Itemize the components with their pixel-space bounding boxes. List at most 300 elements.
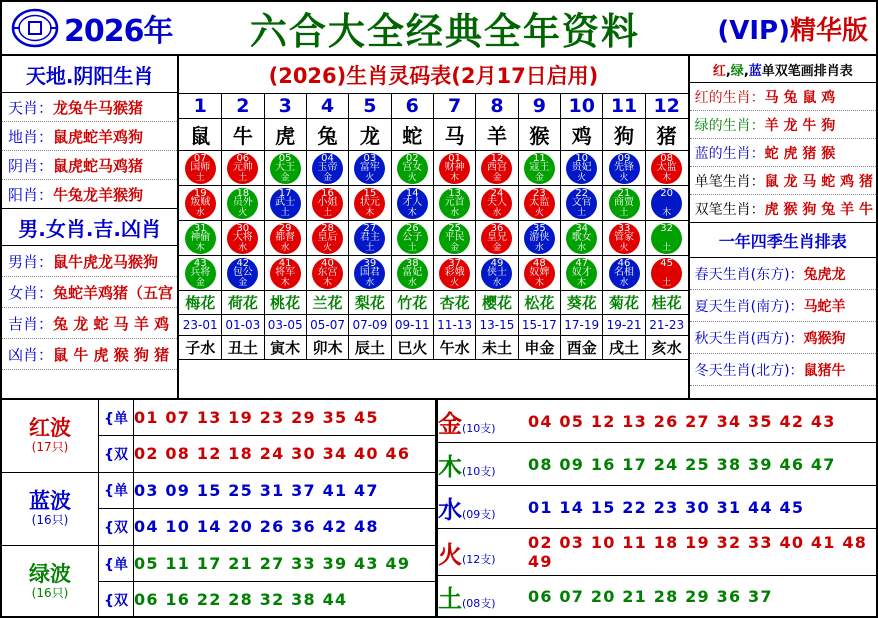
zodiac-number-cell: 11	[603, 94, 645, 119]
left-row2-key: 女肖：	[8, 284, 54, 302]
ball-element: 金	[450, 242, 460, 253]
element-count: (09支)	[462, 507, 496, 521]
ball-name: 西宫	[486, 161, 507, 173]
ball-number: 30	[236, 222, 250, 234]
ball-element: 木	[195, 242, 205, 253]
left-row	[2, 180, 177, 209]
zodiac-animal-cell: 羊	[476, 119, 518, 151]
ball-name: 太监	[529, 196, 550, 208]
zodiac-date-cell: 03-05	[264, 315, 306, 336]
wave-odd-tag: {单	[99, 545, 134, 582]
number-ball[interactable]	[227, 153, 258, 184]
number-ball[interactable]	[651, 223, 682, 254]
zodiac-ball-cell[interactable]	[222, 221, 264, 256]
table-row	[2, 472, 436, 509]
ball-name: 君主	[359, 231, 380, 243]
table-row	[438, 529, 876, 576]
ball-number: 45	[660, 257, 674, 269]
zodiac-ganzhi-cell: 辰土	[349, 336, 391, 360]
zodiac-date-cell: 23-01	[179, 315, 221, 336]
element-table	[438, 400, 876, 618]
zodiac-ball-cell[interactable]	[349, 221, 391, 256]
number-ball[interactable]	[397, 188, 428, 219]
ball-number: 29	[278, 222, 292, 234]
wave-name-cell	[2, 472, 99, 545]
ball-number: 39	[363, 257, 377, 269]
wave-count: (16只)	[31, 585, 69, 600]
table-row	[438, 400, 876, 443]
ball-element: 水	[492, 207, 502, 218]
number-ball[interactable]	[566, 258, 597, 289]
element-count: (12支)	[462, 552, 496, 566]
wave-table	[2, 400, 436, 618]
left-row	[2, 151, 177, 180]
ball-element: 火	[450, 277, 460, 288]
number-ball[interactable]	[566, 188, 597, 219]
number-ball[interactable]	[227, 188, 258, 219]
right-row-value: 虎 猴 狗 兔 羊 牛	[764, 202, 873, 218]
ball-name: 宫女	[402, 161, 423, 173]
year-label: 2026年	[64, 14, 173, 49]
title-part-rest: 单双笔画排肖表	[761, 64, 853, 79]
ball-number: 06	[236, 152, 250, 164]
zodiac-number-cell: 3	[264, 94, 306, 119]
page-title: 六合大全经典全年资料	[249, 10, 640, 53]
zodiac-animal-cell: 猪	[645, 119, 687, 151]
zodiac-ball-cell[interactable]	[306, 256, 348, 291]
number-ball[interactable]	[270, 223, 301, 254]
season-value: 鼠猪牛	[803, 363, 846, 379]
zodiac-ball-cell[interactable]	[222, 151, 264, 186]
zodiac-number-cell: 2	[222, 94, 264, 119]
number-ball[interactable]	[312, 188, 343, 219]
left-row2	[2, 277, 177, 308]
ball-name: 国师	[190, 161, 211, 173]
element-numbers: 08 09 16 17 24 25 38 39 46 47	[528, 443, 876, 486]
element-name: 金	[438, 409, 462, 438]
season-row	[690, 322, 876, 354]
element-count: (10支)	[462, 421, 496, 435]
element-numbers: 02 03 10 11 18 19 32 33 40 41 48 49	[528, 529, 876, 576]
zodiac-ball-cell[interactable]	[391, 151, 433, 186]
coin-logo-icon	[8, 8, 62, 48]
ball-name: 国君	[359, 266, 380, 278]
ball-name: 贵妃	[571, 161, 592, 173]
ball-element: 水	[238, 242, 248, 253]
wave-even-tag: {双	[99, 509, 134, 546]
ball-name: 奴婢	[529, 266, 550, 278]
right-row-key: 单笔生肖：	[694, 174, 765, 190]
zodiac-ball-cell[interactable]	[179, 186, 221, 221]
number-ball[interactable]	[439, 223, 470, 254]
ball-name: 神偷	[190, 231, 211, 243]
ball-name: 公子	[402, 231, 423, 243]
element-name-cell	[438, 486, 528, 529]
number-ball[interactable]	[651, 258, 682, 289]
left-row2	[2, 339, 177, 370]
ball-name: 大将	[232, 231, 253, 243]
ball-number: 15	[363, 187, 377, 199]
ball-name: 富妃	[402, 266, 423, 278]
left-row2-key: 男肖：	[8, 253, 54, 271]
zodiac-panel	[179, 56, 689, 398]
ball-element: 火	[534, 207, 544, 218]
ball-name: 小姐	[317, 196, 338, 208]
zodiac-ball-cell[interactable]	[222, 256, 264, 291]
left-panel-title-2: 男.女肖.吉.凶肖	[2, 209, 177, 246]
ball-element: 木	[662, 207, 672, 218]
season-row	[690, 258, 876, 290]
zodiac-flower-cell: 梅花	[179, 291, 221, 315]
number-ball[interactable]	[609, 188, 640, 219]
number-ball[interactable]	[439, 258, 470, 289]
ball-element: 水	[577, 242, 587, 253]
zodiac-ball-cell[interactable]	[476, 256, 518, 291]
number-ball[interactable]	[397, 258, 428, 289]
ball-name: 员外	[232, 196, 253, 208]
wave-even-tag: {双	[99, 436, 134, 473]
zodiac-ball-cell[interactable]	[645, 256, 687, 291]
number-ball[interactable]	[439, 153, 470, 184]
table-row	[438, 486, 876, 529]
number-ball[interactable]	[227, 258, 258, 289]
zodiac-flower-cell: 杏花	[433, 291, 475, 315]
number-ball[interactable]	[354, 223, 385, 254]
number-ball[interactable]	[439, 188, 470, 219]
zodiac-ball-cell[interactable]	[179, 256, 221, 291]
zodiac-ball-cell[interactable]	[561, 151, 603, 186]
ball-element: 金	[195, 277, 205, 288]
season-key: 夏天生肖(南方)：	[694, 299, 804, 315]
number-ball[interactable]	[481, 258, 512, 289]
number-ball[interactable]	[312, 153, 343, 184]
zodiac-ball-row-3	[179, 221, 687, 256]
ball-number: 48	[532, 257, 546, 269]
ball-element: 土	[407, 242, 417, 253]
zodiac-ball-cell[interactable]	[476, 186, 518, 221]
wave-even-numbers: 04 10 14 20 26 36 42 48	[134, 509, 436, 546]
number-ball[interactable]	[524, 223, 555, 254]
ball-number: 12	[490, 152, 504, 164]
ball-element: 金	[238, 277, 248, 288]
zodiac-date-cell: 13-15	[476, 315, 518, 336]
number-ball[interactable]	[609, 153, 640, 184]
zodiac-ball-cell[interactable]	[561, 186, 603, 221]
number-ball[interactable]	[481, 223, 512, 254]
ball-element: 水	[365, 277, 375, 288]
zodiac-ganzhi-row	[179, 336, 687, 360]
zodiac-ball-row-4	[179, 256, 687, 291]
ball-number: 27	[363, 222, 377, 234]
season-value: 鸡猴狗	[803, 331, 846, 347]
left-row2-key: 凶肖：	[8, 346, 54, 364]
number-ball[interactable]	[185, 223, 216, 254]
number-ball[interactable]	[185, 188, 216, 219]
number-ball[interactable]	[354, 188, 385, 219]
element-name: 水	[438, 495, 462, 524]
zodiac-ball-row-2	[179, 186, 687, 221]
ball-element: 土	[662, 277, 672, 288]
zodiac-ball-cell[interactable]	[518, 151, 560, 186]
zodiac-ball-cell[interactable]	[349, 256, 391, 291]
ball-number: 10	[575, 152, 589, 164]
number-ball[interactable]	[270, 188, 301, 219]
number-ball[interactable]	[354, 258, 385, 289]
zodiac-flower-cell: 竹花	[391, 291, 433, 315]
ball-number: 37	[448, 257, 461, 269]
right-panel-title: 红,绿,蓝单双笔画排肖表	[690, 56, 876, 83]
right-row-value: 羊 龙 牛 狗	[764, 118, 836, 134]
ball-number: 36	[490, 222, 504, 234]
ball-element: 土	[662, 242, 672, 253]
number-ball[interactable]	[397, 223, 428, 254]
zodiac-date-cell: 19-21	[603, 315, 645, 336]
ball-name: 文官	[571, 196, 592, 208]
left-row2-value: 兔 龙 蛇 马 羊 鸡	[53, 315, 170, 333]
ball-name: 先锋	[614, 161, 635, 173]
zodiac-flower-row	[179, 291, 687, 315]
zodiac-ball-cell[interactable]	[391, 221, 433, 256]
zodiac-ball-cell[interactable]	[349, 151, 391, 186]
zodiac-ball-cell[interactable]	[518, 256, 560, 291]
right-row	[690, 139, 876, 167]
zodiac-flower-cell: 松花	[518, 291, 560, 315]
ball-name: 都督	[275, 231, 296, 243]
ball-element: 火	[323, 242, 333, 253]
right-row-value: 马 兔 鼠 鸡	[764, 90, 836, 106]
zodiac-ganzhi-cell: 丑土	[222, 336, 264, 360]
number-ball[interactable]	[481, 153, 512, 184]
zodiac-ball-cell[interactable]	[433, 186, 475, 221]
ball-name: 武士	[275, 196, 296, 208]
zodiac-animal-cell: 狗	[603, 119, 645, 151]
page-footer	[2, 400, 876, 618]
number-ball[interactable]	[524, 153, 555, 184]
right-row	[690, 167, 876, 195]
zodiac-animal-cell: 猴	[518, 119, 560, 151]
element-count: (08支)	[462, 597, 496, 611]
zodiac-ball-cell[interactable]	[433, 151, 475, 186]
zodiac-ball-cell[interactable]	[603, 151, 645, 186]
wave-name-cell	[2, 400, 99, 472]
zodiac-ball-cell[interactable]	[306, 221, 348, 256]
left-panel	[2, 56, 179, 398]
ball-number: 33	[617, 222, 631, 234]
zodiac-ball-cell[interactable]	[222, 186, 264, 221]
zodiac-ball-cell[interactable]	[645, 186, 687, 221]
number-ball[interactable]	[185, 153, 216, 184]
ball-element: 火	[619, 172, 629, 183]
ball-number: 25	[448, 222, 461, 234]
wave-name: 红波	[29, 416, 71, 441]
wave-name-cell	[2, 545, 99, 617]
zodiac-ganzhi-cell: 未土	[476, 336, 518, 360]
ball-element: 土	[238, 172, 248, 183]
number-ball[interactable]	[651, 153, 682, 184]
right-row	[690, 83, 876, 111]
ball-number: 24	[490, 187, 504, 199]
zodiac-ball-cell[interactable]	[645, 221, 687, 256]
ball-number: 18	[236, 187, 250, 199]
ball-element: 水	[534, 242, 544, 253]
number-ball[interactable]	[354, 153, 385, 184]
number-ball[interactable]	[566, 153, 597, 184]
zodiac-ball-cell[interactable]	[264, 221, 306, 256]
left-row-key: 阴肖：	[8, 157, 54, 175]
ball-name: 皇后	[317, 231, 338, 243]
right-panel	[690, 56, 876, 398]
zodiac-ball-cell[interactable]	[349, 186, 391, 221]
ball-number: 49	[490, 257, 504, 269]
zodiac-ball-cell[interactable]	[179, 151, 221, 186]
zodiac-ball-cell[interactable]	[518, 221, 560, 256]
zodiac-ball-cell[interactable]	[433, 256, 475, 291]
zodiac-ball-cell[interactable]	[264, 186, 306, 221]
element-name-cell	[438, 443, 528, 486]
ball-number: 31	[193, 222, 207, 234]
table-row	[438, 443, 876, 486]
ball-name: 兵将	[190, 266, 211, 278]
zodiac-ball-cell[interactable]	[561, 221, 603, 256]
zodiac-ball-cell[interactable]	[179, 221, 221, 256]
number-ball[interactable]	[481, 188, 512, 219]
zodiac-ball-cell[interactable]	[391, 186, 433, 221]
number-ball[interactable]	[566, 223, 597, 254]
wave-name: 蓝波	[29, 489, 71, 514]
number-ball[interactable]	[312, 223, 343, 254]
number-ball[interactable]	[185, 258, 216, 289]
number-ball[interactable]	[524, 188, 555, 219]
ball-element: 水	[492, 277, 502, 288]
number-ball[interactable]	[270, 258, 301, 289]
page-body	[2, 56, 876, 400]
wave-odd-tag: {单	[99, 400, 134, 436]
zodiac-date-row	[179, 315, 687, 336]
zodiac-ball-cell[interactable]	[603, 256, 645, 291]
number-ball[interactable]	[312, 258, 343, 289]
left-panel-title: 天地.阴阳生肖	[2, 56, 177, 93]
zodiac-ball-cell[interactable]	[561, 256, 603, 291]
ball-name: 夫人	[486, 196, 507, 208]
zodiac-animal-cell: 虎	[264, 119, 306, 151]
right-row-key: 蓝的生肖：	[694, 146, 765, 162]
zodiac-ball-cell[interactable]	[391, 256, 433, 291]
wave-odd-numbers: 03 09 15 25 31 37 41 47	[134, 472, 436, 509]
left-row2-value: 兔蛇羊鸡猪（五宫	[53, 284, 174, 302]
zodiac-ganzhi-cell: 巳火	[391, 336, 433, 360]
ball-name: 平民	[444, 231, 465, 243]
ball-number: 21	[617, 187, 631, 199]
zodiac-flower-cell: 桃花	[264, 291, 306, 315]
ball-number: 08	[660, 152, 674, 164]
vip-suffix: 精华版	[789, 15, 868, 46]
zodiac-ball-cell[interactable]	[306, 186, 348, 221]
ball-number: 41	[278, 257, 292, 269]
ball-element: 木	[365, 207, 375, 218]
wave-odd-numbers: 05 11 17 21 27 33 39 43 49	[134, 545, 436, 582]
ball-number: 42	[236, 257, 250, 269]
zodiac-number-row	[179, 94, 687, 119]
ball-number: 35	[532, 222, 546, 234]
vip-badge	[717, 10, 868, 47]
ball-name: 大王	[275, 161, 296, 173]
ball-element: 土	[577, 207, 587, 218]
zodiac-ball-cell[interactable]	[476, 221, 518, 256]
zodiac-ball-cell[interactable]	[518, 186, 560, 221]
left-row2	[2, 246, 177, 277]
zodiac-ball-cell[interactable]	[645, 151, 687, 186]
ball-element: 火	[577, 172, 587, 183]
ball-name: 寇王	[529, 161, 550, 173]
ball-element: 木	[280, 277, 290, 288]
zodiac-ball-cell[interactable]	[264, 151, 306, 186]
element-count: (10支)	[462, 464, 496, 478]
table-row	[2, 545, 436, 582]
number-ball[interactable]	[651, 188, 682, 219]
season-title: 一年四季生肖排表	[690, 223, 876, 258]
season-row	[690, 354, 876, 386]
number-ball[interactable]	[609, 258, 640, 289]
ball-element: 水	[195, 207, 205, 218]
ball-element: 木	[662, 172, 672, 183]
ball-element: 土	[619, 207, 629, 218]
zodiac-ball-cell[interactable]	[603, 186, 645, 221]
ball-name: 商贾	[614, 196, 635, 208]
ball-element: 土	[365, 242, 375, 253]
ball-number: 05	[278, 152, 292, 164]
ball-number: 28	[321, 222, 334, 234]
zodiac-number-cell: 7	[433, 94, 475, 119]
number-ball[interactable]	[270, 153, 301, 184]
zodiac-date-cell: 15-17	[518, 315, 560, 336]
ball-element: 木	[450, 172, 460, 183]
zodiac-flower-cell: 菊花	[603, 291, 645, 315]
ball-element: 金	[534, 172, 544, 183]
ball-name: 东宫	[317, 266, 338, 278]
number-ball[interactable]	[397, 153, 428, 184]
page-header	[2, 2, 876, 56]
zodiac-table-title: (2026)生肖灵码表(2月17日启用)	[179, 56, 687, 94]
ball-number: 07	[193, 152, 207, 164]
ball-number: 20	[660, 187, 674, 199]
ball-number: 38	[405, 257, 419, 269]
ball-element: 木	[534, 277, 544, 288]
element-name-cell	[438, 529, 528, 576]
wave-odd-numbers: 01 07 13 19 23 29 35 45	[134, 400, 436, 436]
number-ball[interactable]	[227, 223, 258, 254]
element-name-cell	[438, 400, 528, 443]
ball-name: 包公	[232, 266, 253, 278]
element-name: 火	[438, 540, 462, 569]
zodiac-ball-cell[interactable]	[264, 256, 306, 291]
zodiac-ball-cell[interactable]	[433, 221, 475, 256]
zodiac-animal-cell: 鸡	[561, 119, 603, 151]
ball-name: 歌女	[571, 231, 592, 243]
zodiac-ball-cell[interactable]	[476, 151, 518, 186]
zodiac-ball-cell[interactable]	[306, 151, 348, 186]
number-ball[interactable]	[609, 223, 640, 254]
number-ball[interactable]	[524, 258, 555, 289]
wave-panel	[2, 400, 438, 618]
right-row-value: 鼠 龙 马 蛇 鸡 猪	[764, 174, 873, 190]
ball-name: 皇兄	[486, 231, 507, 243]
left-row-key: 地肖：	[8, 128, 54, 146]
zodiac-number-cell: 8	[476, 94, 518, 119]
left-row2-value: 鼠牛虎龙马猴狗	[53, 253, 159, 271]
ball-name: 将军	[275, 266, 296, 278]
zodiac-ball-cell[interactable]	[603, 221, 645, 256]
ball-name: 才人	[402, 196, 423, 208]
